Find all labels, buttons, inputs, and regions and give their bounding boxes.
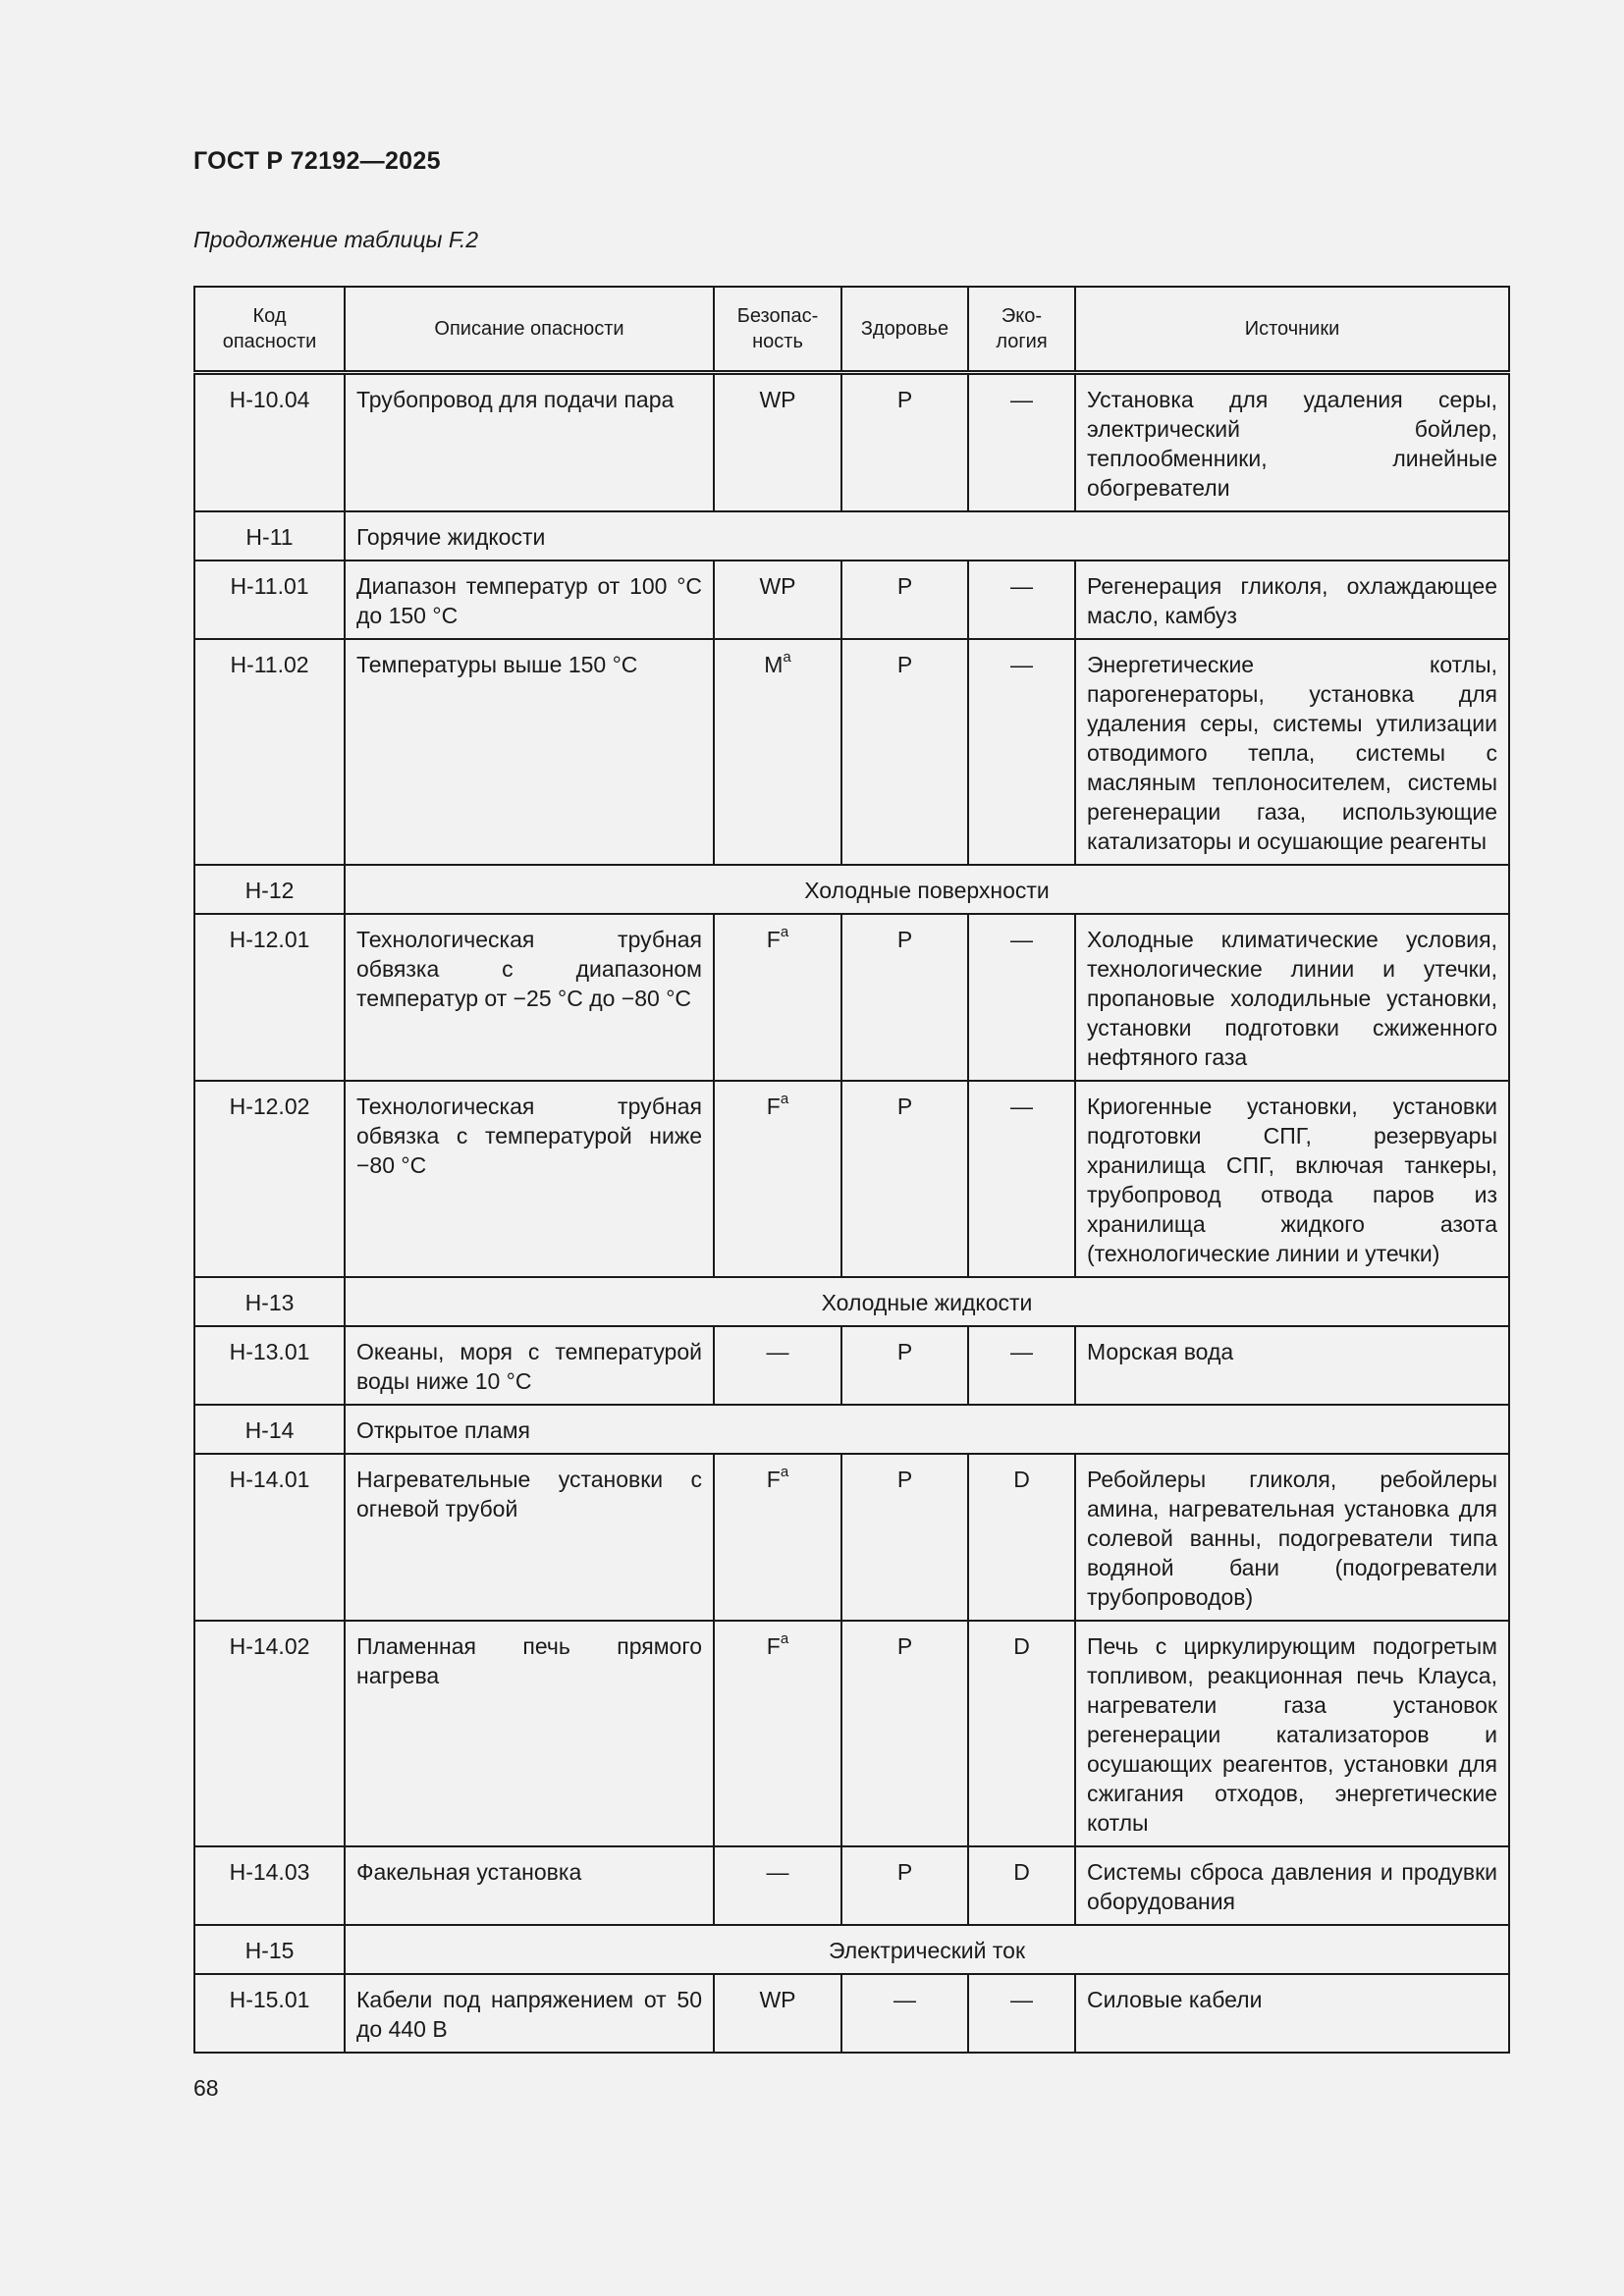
group-title: Холодные поверхности xyxy=(345,865,1509,914)
hazard-code: H-11.02 xyxy=(194,639,345,865)
hazard-code: H-11.01 xyxy=(194,561,345,639)
hazard-code: H-13 xyxy=(194,1277,345,1326)
group-row xyxy=(194,1277,1509,1326)
safety-value xyxy=(714,1974,841,2053)
hazard-sources: Регенерация гликоля, охлаждающее масло, камбуз xyxy=(1075,561,1509,639)
group-row xyxy=(194,1405,1509,1454)
hazard-code: H-14.02 xyxy=(194,1621,345,1846)
footnote-marker: a xyxy=(783,649,791,667)
group-title: Электрический ток xyxy=(345,1925,1509,1974)
safety-code: F xyxy=(766,1467,781,1492)
safety-value xyxy=(714,639,841,865)
hazard-sources: Ребойлеры гликоля, ребойлеры амина, нагревательная установка для солевой ванны, подогреватели типа водяной бани (подогреватели трубопроводов) xyxy=(1075,1454,1509,1621)
hazard-description: Трубопровод для подачи пара xyxy=(345,373,714,512)
health-value: — xyxy=(841,1974,968,2053)
table-row xyxy=(194,1974,1509,2053)
safety-code: F xyxy=(766,1094,781,1119)
table-row xyxy=(194,1846,1509,1925)
table-row xyxy=(194,1326,1509,1405)
hazard-description: Температуры выше 150 °С xyxy=(345,639,714,865)
ecology-value: D xyxy=(968,1454,1075,1621)
hazard-code: H-11 xyxy=(194,511,345,561)
header-code: Код опасности xyxy=(194,287,345,373)
hazard-code: H-14.03 xyxy=(194,1846,345,1925)
safety-value xyxy=(714,1326,841,1405)
ecology-value: — xyxy=(968,914,1075,1081)
group-title: Горячие жидкости xyxy=(345,511,1509,561)
health-value: P xyxy=(841,1846,968,1925)
hazard-sources: Силовые кабели xyxy=(1075,1974,1509,2053)
document-id: ГОСТ Р 72192—2025 xyxy=(193,147,441,175)
table-row xyxy=(194,639,1509,865)
safety-code: F xyxy=(766,927,781,952)
ecology-value: — xyxy=(968,373,1075,512)
health-value: P xyxy=(841,1081,968,1277)
table-row xyxy=(194,1621,1509,1846)
health-value: P xyxy=(841,1621,968,1846)
group-row xyxy=(194,1925,1509,1974)
hazard-description: Технологическая трубная обвязка с температурой ниже −80 °С xyxy=(345,1081,714,1277)
hazard-code: H-15.01 xyxy=(194,1974,345,2053)
ecology-value: — xyxy=(968,1326,1075,1405)
hazard-sources: Печь с циркулирующим подогретым топливом, реакционная печь Клауса, нагреватели газа установок регенерации катализаторов и осушающих реагентов, установки для сжигания отходов, энергетические котлы xyxy=(1075,1621,1509,1846)
footnote-marker: a xyxy=(780,1091,789,1108)
hazard-sources: Системы сброса давления и продувки оборудования xyxy=(1075,1846,1509,1925)
hazard-description: Диапазон температур от 100 °С до 150 °С xyxy=(345,561,714,639)
safety-code: — xyxy=(766,1339,789,1364)
hazard-code: H-14.01 xyxy=(194,1454,345,1621)
table-row xyxy=(194,914,1509,1081)
hazard-description: Нагревательные установки с огневой трубой xyxy=(345,1454,714,1621)
table-header xyxy=(194,287,1509,373)
hazard-description: Факельная установка xyxy=(345,1846,714,1925)
safety-code: — xyxy=(766,1859,789,1885)
header-ecology: Эко- логия xyxy=(968,287,1075,373)
hazard-sources: Криогенные установки, установки подготовки СПГ, резервуары хранилища СПГ, включая танкеры, трубопровод отвода паров из хранилища жидкого азота (технологические линии и утечки) xyxy=(1075,1081,1509,1277)
group-row xyxy=(194,865,1509,914)
safety-code: M xyxy=(764,652,784,677)
safety-value xyxy=(714,1081,841,1277)
footnote-marker: a xyxy=(780,1464,789,1481)
health-value: P xyxy=(841,639,968,865)
header-health: Здоровье xyxy=(841,287,968,373)
page-number: 68 xyxy=(193,2075,219,2101)
hazard-code: H-12 xyxy=(194,865,345,914)
hazard-table xyxy=(193,286,1510,2054)
header-safety: Безопас- ность xyxy=(714,287,841,373)
safety-code: F xyxy=(766,1633,781,1659)
hazard-code: H-14 xyxy=(194,1405,345,1454)
health-value: P xyxy=(841,1326,968,1405)
group-row xyxy=(194,511,1509,561)
safety-value xyxy=(714,1621,841,1846)
hazard-description: Технологическая трубная обвязка с диапазоном температур от −25 °С до −80 °С xyxy=(345,914,714,1081)
ecology-value: — xyxy=(968,1081,1075,1277)
health-value: P xyxy=(841,1454,968,1621)
safety-value xyxy=(714,1454,841,1621)
table-row xyxy=(194,561,1509,639)
ecology-value: — xyxy=(968,639,1075,865)
hazard-description: Кабели под напряжением от 50 до 440 В xyxy=(345,1974,714,2053)
ecology-value: — xyxy=(968,1974,1075,2053)
footnote-marker: a xyxy=(780,924,789,941)
table-body xyxy=(194,373,1509,2054)
safety-value xyxy=(714,914,841,1081)
health-value: P xyxy=(841,561,968,639)
safety-value xyxy=(714,373,841,512)
hazard-description: Океаны, моря с температурой воды ниже 10 °С xyxy=(345,1326,714,1405)
hazard-code: H-12.01 xyxy=(194,914,345,1081)
safety-value xyxy=(714,561,841,639)
hazard-sources: Холодные климатические условия, технологические линии и утечки, пропановые холодильные установки, установки подготовки сжиженного нефтяного газа xyxy=(1075,914,1509,1081)
hazard-code: H-15 xyxy=(194,1925,345,1974)
health-value: P xyxy=(841,914,968,1081)
table-caption: Продолжение таблицы F.2 xyxy=(193,227,479,252)
footnote-marker: a xyxy=(780,1630,789,1648)
safety-code: WP xyxy=(759,573,796,599)
table-row xyxy=(194,1081,1509,1277)
group-title: Холодные жидкости xyxy=(345,1277,1509,1326)
hazard-code: H-10.04 xyxy=(194,373,345,512)
header-sources: Источники xyxy=(1075,287,1509,373)
hazard-sources: Установка для удаления серы, электрический бойлер, теплообменники, линейные обогреватели xyxy=(1075,373,1509,512)
safety-code: WP xyxy=(759,387,796,412)
hazard-sources: Энергетические котлы, парогенераторы, установка для удаления серы, системы утилизации отводимого тепла, системы с масляным теплоносителем, системы регенерации газа, использующие катализаторы и осушающие реагенты xyxy=(1075,639,1509,865)
safety-value xyxy=(714,1846,841,1925)
ecology-value: D xyxy=(968,1846,1075,1925)
hazard-code: H-12.02 xyxy=(194,1081,345,1277)
table-row xyxy=(194,1454,1509,1621)
ecology-value: — xyxy=(968,561,1075,639)
hazard-code: H-13.01 xyxy=(194,1326,345,1405)
header-description: Описание опасности xyxy=(345,287,714,373)
safety-code: WP xyxy=(759,1987,796,2012)
ecology-value: D xyxy=(968,1621,1075,1846)
table-row xyxy=(194,373,1509,512)
health-value: P xyxy=(841,373,968,512)
hazard-sources: Морская вода xyxy=(1075,1326,1509,1405)
group-title: Открытое пламя xyxy=(345,1405,1509,1454)
hazard-description: Пламенная печь прямого нагрева xyxy=(345,1621,714,1846)
